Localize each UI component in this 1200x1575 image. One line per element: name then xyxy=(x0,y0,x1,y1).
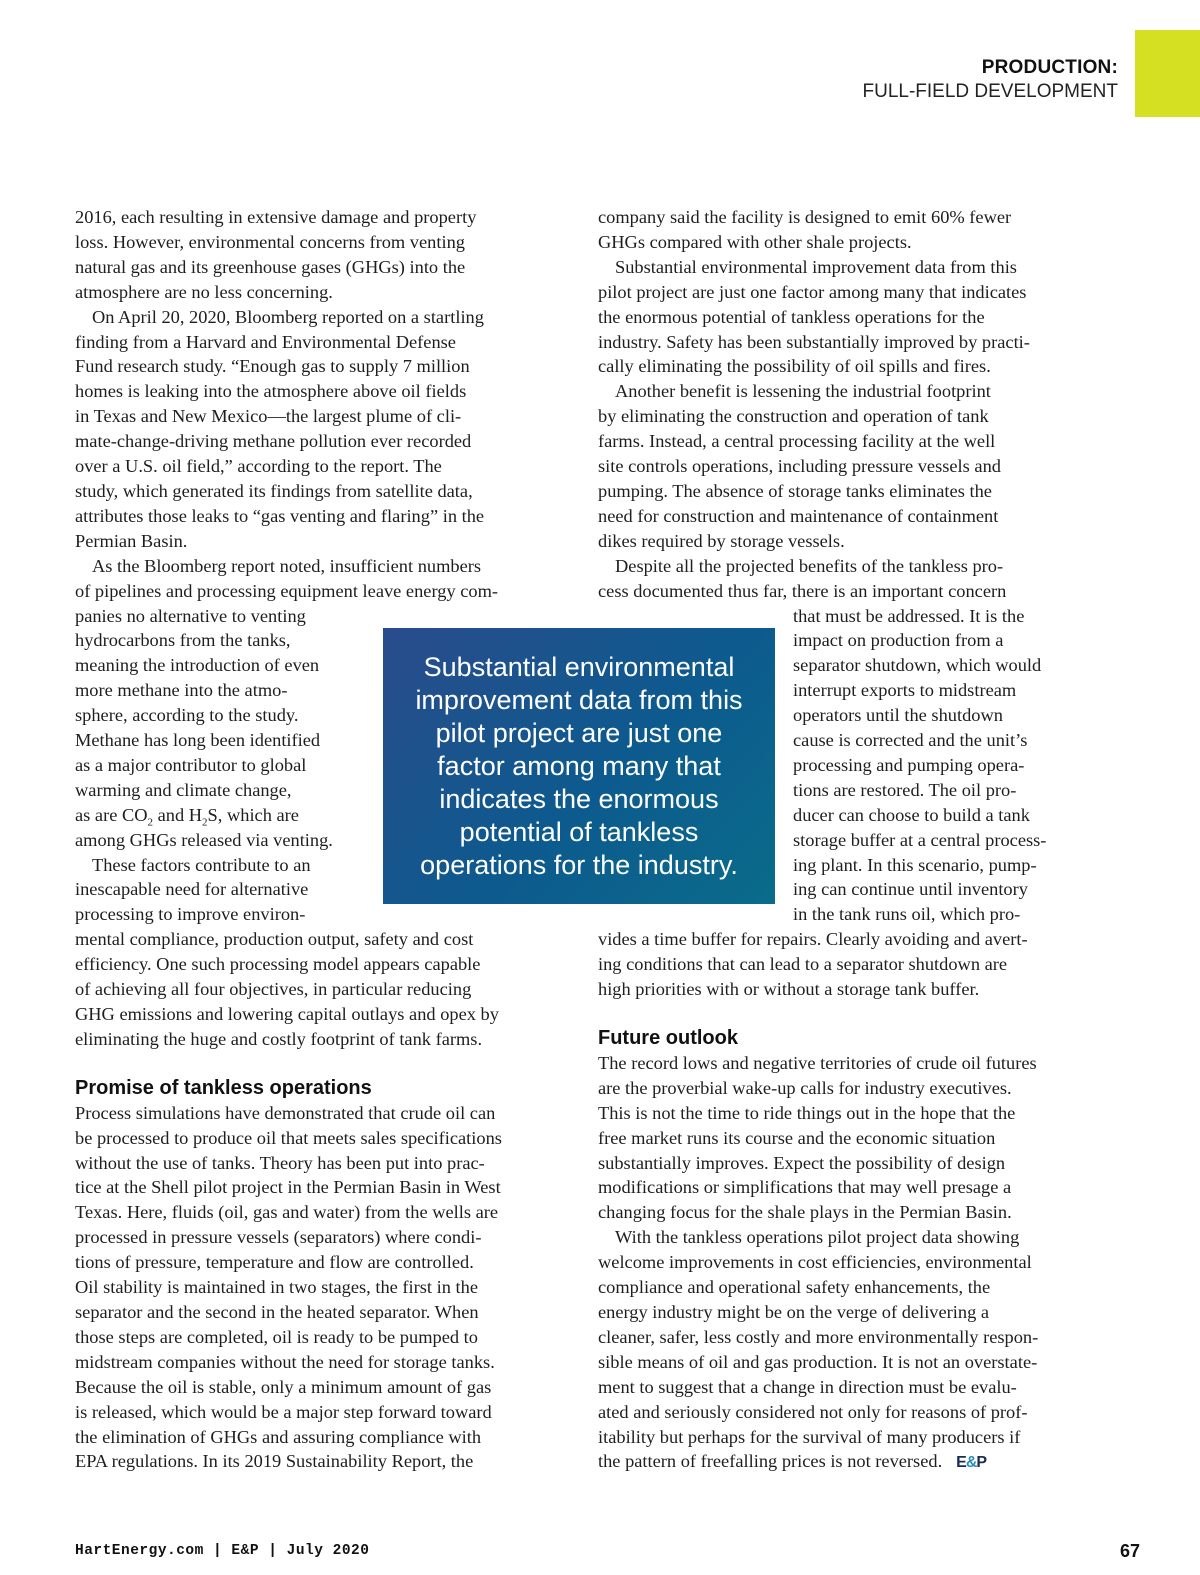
text-line: company said the facility is designed to emit 60% fewer xyxy=(598,207,1012,227)
text-line: ated and seriously considered not only for reasons of prof- xyxy=(598,1401,1028,1422)
heading-promise: Promise of tankless operations xyxy=(75,1076,372,1099)
page-number: 67 xyxy=(1119,1541,1140,1561)
text-line: tions of pressure, temperature and flow are controlled. xyxy=(75,1252,474,1273)
text-line: separator shutdown, which would xyxy=(793,655,1042,676)
text-line: This is not the time to ride things out in the hope that the xyxy=(598,1102,1016,1123)
text-line: Process simulations have demonstrated that crude oil can xyxy=(75,1102,496,1123)
text-line: GHG emissions and lowering capital outlays and opex by xyxy=(75,1004,499,1024)
text-line: EPA regulations. In its 2019 Sustainability Report, the xyxy=(75,1451,474,1472)
text-line: ducer can choose to build a tank xyxy=(793,804,1030,825)
text-line: need for construction and maintenance of containment xyxy=(598,505,999,526)
text-line: 2016, each resulting in extensive damage and property xyxy=(75,207,477,227)
text-line: site controls operations, including pressure vessels and xyxy=(598,456,1001,477)
text-line: free market runs its course and the economic situation xyxy=(598,1127,996,1148)
pull-quote-line: operations for the industry. xyxy=(420,849,738,880)
text-line: meaning the introduction of even xyxy=(75,655,320,676)
text-line: are the proverbial wake-up calls for industry executives. xyxy=(598,1077,1012,1098)
text-line: ing conditions that can lead to a separator shutdown are xyxy=(598,954,1008,975)
text-line: pumping. The absence of storage tanks eliminates the xyxy=(598,480,992,501)
text-line: Another benefit is lessening the industrial footprint xyxy=(615,381,991,402)
text-line: by eliminating the construction and operation of tank xyxy=(598,406,989,427)
text-line: Methane has long been identified xyxy=(75,730,321,751)
text-line: mental compliance, production output, safety and cost xyxy=(75,929,474,950)
text-line: itability but perhaps for the survival of many producers if xyxy=(598,1426,1021,1447)
text-line: the enormous potential of tankless operations for the xyxy=(598,306,985,327)
text-line: loss. However, environmental concerns from venting xyxy=(75,231,465,252)
section-title: PRODUCTION: xyxy=(981,57,1118,78)
text-line: processing to improve environ- xyxy=(75,904,306,925)
text-line: natural gas and its greenhouse gases (GHGs) into the xyxy=(75,256,466,277)
paragraph xyxy=(75,1101,575,1475)
pull-quote-line: pilot project are just one xyxy=(435,717,723,748)
ep-logo-endmark: E&P xyxy=(956,1454,987,1472)
text-line: cess documented thus far, there is an important concern xyxy=(598,580,1007,601)
text-line: among GHGs released via venting. xyxy=(75,829,333,850)
text-line: vides a time buffer for repairs. Clearly avoiding and avert- xyxy=(598,929,1028,950)
text-line: mate-change-driving methane pollution ever recorded xyxy=(75,431,472,452)
text-line: On April 20, 2020, Bloomberg reported on a startling xyxy=(92,306,484,327)
text-line: atmosphere are no less concerning. xyxy=(75,281,333,302)
text-line: as are $CO_2$ and $H_2S$, which are xyxy=(75,804,299,829)
pull-quote-line: indicates the enormous xyxy=(439,783,719,814)
text-line: modifications or simplifications that may well presage a xyxy=(598,1177,1012,1198)
text-line: Because the oil is stable, only a minimum amount of gas xyxy=(75,1376,492,1397)
text-line: impact on production from a xyxy=(793,630,1004,651)
text-line: sphere, according to the study. xyxy=(75,705,299,726)
text-line: eliminating the huge and costly footprint of tank farms. xyxy=(75,1028,483,1049)
text-line: finding from a Harvard and Environmental Defense xyxy=(75,331,456,352)
text-line: changing focus for the shale plays in the Permian Basin. xyxy=(598,1202,1012,1223)
text-line: of pipelines and processing equipment leave energy com- xyxy=(75,580,499,601)
text-line: ment to suggest that a change in direction must be evalu- xyxy=(598,1376,1017,1397)
text-line: in the tank runs oil, which pro- xyxy=(793,904,1021,925)
text-line: compliance and operational safety enhancements, the xyxy=(598,1277,991,1298)
text-line: sible means of oil and gas production. It is not an overstate- xyxy=(598,1351,1038,1372)
text-line: ing plant. In this scenario, pump- xyxy=(793,854,1037,875)
text-line: hydrocarbons from the tanks, xyxy=(75,630,291,651)
text-line: tice at the Shell pilot project in the Permian Basin in West xyxy=(75,1177,501,1198)
text-line: ing can continue until inventory xyxy=(793,879,1028,900)
text-line: of achieving all four objectives, in particular reducing xyxy=(75,979,472,1000)
text-line: welcome improvements in cost efficiencies, environmental xyxy=(598,1252,1032,1273)
text-line: industry. Safety has been substantially improved by practi- xyxy=(598,331,1030,352)
text-line: inescapable need for alternative xyxy=(75,879,309,900)
paragraph xyxy=(598,554,1098,1002)
text-line: without the use of tanks. Theory has been put into prac- xyxy=(75,1152,485,1173)
pull-quote-line: improvement data from this xyxy=(415,684,743,715)
text-line: Oil stability is maintained in two stages, the first in the xyxy=(75,1277,479,1298)
text-line: separator and the second in the heated separator. When xyxy=(75,1301,479,1322)
paragraph xyxy=(598,379,1098,553)
text-line: energy industry might be on the verge of delivering a xyxy=(598,1301,990,1322)
text-line: be processed to produce oil that meets sales specifications xyxy=(75,1127,502,1148)
text-line: Despite all the projected benefits of the tankless pro- xyxy=(615,555,1004,576)
text-line: cause is corrected and the unit’s xyxy=(793,730,1028,751)
section-color-tab xyxy=(1135,30,1200,117)
pull-quote-line: potential of tankless xyxy=(459,816,699,847)
text-line: These factors contribute to an xyxy=(92,854,311,875)
pull-quote-line: Substantial environmental xyxy=(423,651,735,682)
text-line: storage buffer at a central process- xyxy=(793,829,1047,850)
text-line: Permian Basin. xyxy=(75,530,188,551)
text-line: With the tankless operations pilot project data showing xyxy=(615,1227,1020,1248)
text-line: As the Bloomberg report noted, insufficient numbers xyxy=(92,555,482,576)
paragraph xyxy=(75,305,575,554)
pull-quote-line: factor among many that xyxy=(437,750,721,781)
text-line: substantially improves. Expect the possibility of design xyxy=(598,1152,1006,1173)
text-line: the elimination of GHGs and assuring compliance with xyxy=(75,1426,482,1447)
text-line: The record lows and negative territories of crude oil futures xyxy=(598,1052,1037,1073)
text-line: in Texas and New Mexico—the largest plume of cli- xyxy=(75,406,462,427)
text-line: efficiency. One such processing model appears capable xyxy=(75,954,481,975)
text-line: midstream companies without the need for storage tanks. xyxy=(75,1351,495,1372)
text-line: is released, which would be a major step forward toward xyxy=(75,1401,492,1422)
paragraph xyxy=(598,1051,1098,1225)
text-line: those steps are completed, oil is ready to be pumped to xyxy=(75,1326,478,1347)
text-line: attributes those leaks to “gas venting and flaring” in the xyxy=(75,505,485,526)
text-line: as a major contributor to global xyxy=(75,754,307,775)
text-line: homes is leaking into the atmosphere above oil fields xyxy=(75,381,467,402)
text-line: study, which generated its findings from satellite data, xyxy=(75,480,473,501)
paragraph xyxy=(598,255,1098,380)
text-line: Texas. Here, fluids (oil, gas and water) from the wells are xyxy=(75,1202,499,1223)
right-column xyxy=(598,205,1098,1476)
text-line: pilot project are just one factor among many that indicates xyxy=(598,281,1027,302)
text-line: tions are restored. The oil pro- xyxy=(793,779,1017,800)
text-line: operators until the shutdown xyxy=(793,705,1003,726)
footer-publication: HartEnergy.com | E&P | July 2020 xyxy=(75,1543,370,1559)
paragraph xyxy=(598,205,1098,255)
text-line: over a U.S. oil field,” according to the report. The xyxy=(75,456,442,477)
paragraph xyxy=(598,1225,1098,1476)
text-line: high priorities with or without a storage tank buffer. xyxy=(598,979,980,1000)
text-line: Substantial environmental improvement data from this xyxy=(615,256,1017,277)
text-line: cleaner, safer, less costly and more environmentally respon- xyxy=(598,1326,1039,1347)
text-line: more methane into the atmo- xyxy=(75,680,288,701)
paragraph xyxy=(75,205,575,305)
text-line: processed in pressure vessels (separators) where condi- xyxy=(75,1227,482,1248)
text-line: dikes required by storage vessels. xyxy=(598,530,845,551)
text-line: interrupt exports to midstream xyxy=(793,680,1017,701)
text-line: warming and climate change, xyxy=(75,779,292,800)
text-line: the pattern of freefalling prices is not reversed. E&P xyxy=(598,1449,1098,1476)
text-line: GHGs compared with other shale projects. xyxy=(598,231,912,252)
section-header xyxy=(863,56,1119,104)
text-line: processing and pumping opera- xyxy=(793,754,1025,775)
text-line: farms. Instead, a central processing facility at the well xyxy=(598,431,996,452)
heading-future: Future outlook xyxy=(598,1027,738,1049)
section-subtitle: FULL-FIELD DEVELOPMENT xyxy=(862,81,1118,102)
text-line: that must be addressed. It is the xyxy=(793,605,1025,626)
text-line: panies no alternative to venting xyxy=(75,605,306,626)
text-line: Fund research study. “Enough gas to supply 7 million xyxy=(75,356,470,377)
text-line: cally eliminating the possibility of oil spills and fires. xyxy=(598,356,991,377)
